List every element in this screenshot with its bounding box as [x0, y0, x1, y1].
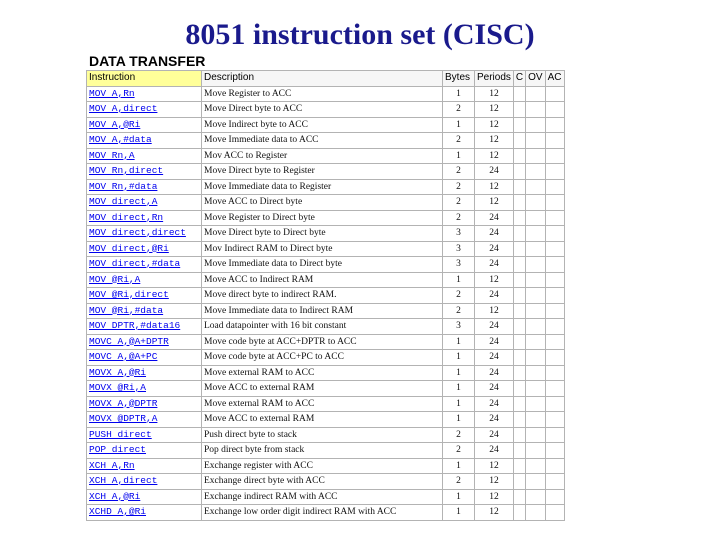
instruction-link[interactable]: MOV @Ri,#data: [87, 304, 201, 319]
instruction-link[interactable]: MOV A,Rn: [87, 87, 201, 102]
c-flag-cell: [514, 226, 525, 241]
ov-flag-cell: [526, 490, 544, 505]
c-flag-cell: [514, 257, 525, 272]
instruction-link[interactable]: MOV @Ri,A: [87, 273, 201, 288]
instruction-link[interactable]: MOV direct,#data: [87, 257, 201, 272]
instruction-periods: 12: [475, 133, 513, 148]
instruction-bytes: 2: [443, 474, 474, 489]
c-flag-cell: [514, 211, 525, 226]
ov-flag-cell: [526, 211, 544, 226]
c-flag-cell: [514, 335, 525, 350]
instruction-description: Mov ACC to Register: [202, 149, 442, 164]
table-row: [87, 242, 564, 257]
instruction-periods: 24: [475, 443, 513, 458]
table-row: [87, 428, 564, 443]
instruction-description: Move Immediate data to ACC: [202, 133, 442, 148]
ov-flag-cell: [526, 319, 544, 334]
table-row: [87, 505, 564, 520]
c-flag-cell: [514, 350, 525, 365]
ac-flag-cell: [546, 335, 564, 350]
table-row: [87, 304, 564, 319]
table-row: [87, 195, 564, 210]
table-row: [87, 397, 564, 412]
table-row: [87, 490, 564, 505]
c-flag-cell: [514, 195, 525, 210]
instruction-link[interactable]: MOVC A,@A+DPTR: [87, 335, 201, 350]
ov-flag-cell: [526, 118, 544, 133]
instruction-description: Load datapointer with 16 bit constant: [202, 319, 442, 334]
ov-flag-cell: [526, 226, 544, 241]
ov-flag-cell: [526, 350, 544, 365]
instruction-bytes: 1: [443, 87, 474, 102]
ov-flag-cell: [526, 149, 544, 164]
table-row: [87, 164, 564, 179]
ov-flag-cell: [526, 87, 544, 102]
instruction-description: Move external RAM to ACC: [202, 397, 442, 412]
instruction-bytes: 1: [443, 273, 474, 288]
ac-flag-cell: [546, 474, 564, 489]
instruction-periods: 12: [475, 118, 513, 133]
instruction-bytes: 1: [443, 118, 474, 133]
instruction-bytes: 2: [443, 180, 474, 195]
table-row: [87, 350, 564, 365]
instruction-description: Move Immediate data to Direct byte: [202, 257, 442, 272]
instruction-periods: 24: [475, 428, 513, 443]
c-flag-cell: [514, 87, 525, 102]
instruction-link[interactable]: MOV Rn,direct: [87, 164, 201, 179]
table-row: [87, 412, 564, 427]
ac-flag-cell: [546, 118, 564, 133]
ov-flag-cell: [526, 133, 544, 148]
instruction-bytes: 2: [443, 428, 474, 443]
instruction-description: Move Direct byte to Direct byte: [202, 226, 442, 241]
c-flag-cell: [514, 242, 525, 257]
instruction-bytes: 1: [443, 366, 474, 381]
c-flag-cell: [514, 102, 525, 117]
c-flag-cell: [514, 164, 525, 179]
instruction-bytes: 3: [443, 257, 474, 272]
instruction-link[interactable]: MOVX @Ri,A: [87, 381, 201, 396]
instruction-link[interactable]: POP direct: [87, 443, 201, 458]
c-flag-cell: [514, 180, 525, 195]
table-row: [87, 149, 564, 164]
ac-flag-cell: [546, 459, 564, 474]
table-row: [87, 133, 564, 148]
ac-flag-cell: [546, 273, 564, 288]
instruction-bytes: 2: [443, 195, 474, 210]
table-row: [87, 226, 564, 241]
ac-flag-cell: [546, 350, 564, 365]
instruction-description: Move ACC to external RAM: [202, 381, 442, 396]
ov-flag-cell: [526, 273, 544, 288]
instruction-link[interactable]: MOVX @DPTR,A: [87, 412, 201, 427]
table-row: [87, 257, 564, 272]
c-flag-cell: [514, 505, 525, 520]
ac-flag-cell: [546, 195, 564, 210]
instruction-link[interactable]: XCHD A,@Ri: [87, 505, 201, 520]
instruction-description: Pop direct byte from stack: [202, 443, 442, 458]
ac-flag-cell: [546, 490, 564, 505]
instruction-periods: 24: [475, 164, 513, 179]
ov-flag-cell: [526, 257, 544, 272]
instruction-link[interactable]: XCH A,direct: [87, 474, 201, 489]
table-row: [87, 443, 564, 458]
table-row: [87, 288, 564, 303]
instruction-bytes: 2: [443, 164, 474, 179]
instruction-description: Exchange register with ACC: [202, 459, 442, 474]
instruction-description: Move code byte at ACC+DPTR to ACC: [202, 335, 442, 350]
ac-flag-cell: [546, 366, 564, 381]
c-flag-cell: [514, 381, 525, 396]
instruction-table-container: [86, 70, 565, 521]
table-row: [87, 118, 564, 133]
instruction-link[interactable]: MOV A,@Ri: [87, 118, 201, 133]
table-row: [87, 381, 564, 396]
instruction-description: Move Direct byte to ACC: [202, 102, 442, 117]
instruction-periods: 24: [475, 319, 513, 334]
ac-flag-cell: [546, 443, 564, 458]
ov-flag-cell: [526, 459, 544, 474]
instruction-link[interactable]: MOV direct,direct: [87, 226, 201, 241]
instruction-periods: 24: [475, 288, 513, 303]
instruction-bytes: 1: [443, 412, 474, 427]
instruction-description: Move Immediate data to Register: [202, 180, 442, 195]
ac-flag-cell: [546, 257, 564, 272]
ac-flag-cell: [546, 149, 564, 164]
table-row: [87, 474, 564, 489]
instruction-periods: 12: [475, 304, 513, 319]
ov-flag-cell: [526, 443, 544, 458]
instruction-description: Exchange indirect RAM with ACC: [202, 490, 442, 505]
header-description: Description: [202, 71, 442, 86]
c-flag-cell: [514, 397, 525, 412]
instruction-bytes: 1: [443, 459, 474, 474]
instruction-description: Move Register to ACC: [202, 87, 442, 102]
instruction-link[interactable]: MOVC A,@A+PC: [87, 350, 201, 365]
header-ac-flag: AC: [546, 71, 564, 86]
instruction-description: Move ACC to Direct byte: [202, 195, 442, 210]
instruction-bytes: 1: [443, 505, 474, 520]
instruction-link[interactable]: MOV Rn,A: [87, 149, 201, 164]
instruction-periods: 12: [475, 87, 513, 102]
instruction-bytes: 2: [443, 304, 474, 319]
instruction-bytes: 1: [443, 335, 474, 350]
instruction-description: Move Immediate data to Indirect RAM: [202, 304, 442, 319]
instruction-periods: 24: [475, 242, 513, 257]
c-flag-cell: [514, 273, 525, 288]
c-flag-cell: [514, 319, 525, 334]
instruction-link[interactable]: XCH A,@Ri: [87, 490, 201, 505]
ac-flag-cell: [546, 412, 564, 427]
c-flag-cell: [514, 490, 525, 505]
instruction-description: Move ACC to external RAM: [202, 412, 442, 427]
ac-flag-cell: [546, 505, 564, 520]
instruction-bytes: 1: [443, 350, 474, 365]
instruction-link[interactable]: MOV A,direct: [87, 102, 201, 117]
instruction-link[interactable]: MOV direct,Rn: [87, 211, 201, 226]
c-flag-cell: [514, 412, 525, 427]
instruction-bytes: 2: [443, 288, 474, 303]
instruction-bytes: 3: [443, 226, 474, 241]
instruction-periods: 12: [475, 195, 513, 210]
c-flag-cell: [514, 443, 525, 458]
ac-flag-cell: [546, 397, 564, 412]
c-flag-cell: [514, 133, 525, 148]
ac-flag-cell: [546, 304, 564, 319]
table-row: [87, 366, 564, 381]
header-ov-flag: OV: [526, 71, 544, 86]
instruction-periods: 12: [475, 149, 513, 164]
instruction-link[interactable]: XCH A,Rn: [87, 459, 201, 474]
c-flag-cell: [514, 474, 525, 489]
header-bytes: Bytes: [443, 71, 474, 86]
instruction-periods: 24: [475, 412, 513, 427]
table-row: [87, 459, 564, 474]
c-flag-cell: [514, 149, 525, 164]
table-row: [87, 319, 564, 334]
instruction-link[interactable]: MOVX A,@Ri: [87, 366, 201, 381]
table-row: [87, 87, 564, 102]
ov-flag-cell: [526, 164, 544, 179]
slide-title: 8051 instruction set (CISC): [185, 18, 535, 51]
instruction-periods: 12: [475, 459, 513, 474]
instruction-bytes: 1: [443, 381, 474, 396]
instruction-bytes: 1: [443, 397, 474, 412]
ac-flag-cell: [546, 381, 564, 396]
table-row: [87, 180, 564, 195]
instruction-periods: 12: [475, 273, 513, 288]
instruction-periods: 12: [475, 474, 513, 489]
instruction-description: Move external RAM to ACC: [202, 366, 442, 381]
ac-flag-cell: [546, 242, 564, 257]
section-heading: DATA TRANSFER: [89, 53, 206, 69]
ac-flag-cell: [546, 87, 564, 102]
instruction-table: [86, 70, 565, 521]
instruction-periods: 24: [475, 211, 513, 226]
ac-flag-cell: [546, 428, 564, 443]
table-header-row: [87, 71, 564, 86]
ov-flag-cell: [526, 505, 544, 520]
ov-flag-cell: [526, 381, 544, 396]
instruction-periods: 24: [475, 397, 513, 412]
instruction-bytes: 2: [443, 211, 474, 226]
instruction-link[interactable]: MOV direct,A: [87, 195, 201, 210]
ac-flag-cell: [546, 319, 564, 334]
instruction-bytes: 3: [443, 242, 474, 257]
table-row: [87, 211, 564, 226]
instruction-bytes: 2: [443, 443, 474, 458]
c-flag-cell: [514, 118, 525, 133]
instruction-description: Move direct byte to indirect RAM.: [202, 288, 442, 303]
instruction-bytes: 3: [443, 319, 474, 334]
instruction-description: Push direct byte to stack: [202, 428, 442, 443]
instruction-periods: 24: [475, 226, 513, 241]
instruction-periods: 12: [475, 180, 513, 195]
table-row: [87, 273, 564, 288]
ac-flag-cell: [546, 164, 564, 179]
ov-flag-cell: [526, 242, 544, 257]
ov-flag-cell: [526, 412, 544, 427]
instruction-link[interactable]: PUSH direct: [87, 428, 201, 443]
instruction-link[interactable]: MOV DPTR,#data16: [87, 319, 201, 334]
instruction-periods: 12: [475, 505, 513, 520]
instruction-link[interactable]: MOV direct,@Ri: [87, 242, 201, 257]
instruction-description: Mov Indirect RAM to Direct byte: [202, 242, 442, 257]
instruction-description: Exchange direct byte with ACC: [202, 474, 442, 489]
instruction-bytes: 1: [443, 490, 474, 505]
instruction-periods: 24: [475, 350, 513, 365]
instruction-link[interactable]: MOV Rn,#data: [87, 180, 201, 195]
instruction-link[interactable]: MOVX A,@DPTR: [87, 397, 201, 412]
instruction-description: Move code byte at ACC+PC to ACC: [202, 350, 442, 365]
instruction-periods: 24: [475, 335, 513, 350]
ac-flag-cell: [546, 288, 564, 303]
table-row: [87, 102, 564, 117]
c-flag-cell: [514, 288, 525, 303]
instruction-periods: 24: [475, 381, 513, 396]
ov-flag-cell: [526, 304, 544, 319]
instruction-bytes: 2: [443, 102, 474, 117]
ov-flag-cell: [526, 335, 544, 350]
ov-flag-cell: [526, 397, 544, 412]
instruction-description: Exchange low order digit indirect RAM with ACC: [202, 505, 442, 520]
ac-flag-cell: [546, 211, 564, 226]
header-c-flag: C: [514, 71, 525, 86]
ac-flag-cell: [546, 133, 564, 148]
header-periods: Periods: [475, 71, 513, 86]
ac-flag-cell: [546, 226, 564, 241]
instruction-link[interactable]: MOV @Ri,direct: [87, 288, 201, 303]
ov-flag-cell: [526, 195, 544, 210]
instruction-description: Move Direct byte to Register: [202, 164, 442, 179]
header-instruction: Instruction: [87, 71, 201, 86]
instruction-periods: 12: [475, 102, 513, 117]
instruction-link[interactable]: MOV A,#data: [87, 133, 201, 148]
ov-flag-cell: [526, 428, 544, 443]
ov-flag-cell: [526, 288, 544, 303]
ov-flag-cell: [526, 474, 544, 489]
instruction-bytes: 1: [443, 149, 474, 164]
instruction-periods: 24: [475, 366, 513, 381]
instruction-periods: 12: [475, 490, 513, 505]
instruction-description: Move Register to Direct byte: [202, 211, 442, 226]
ov-flag-cell: [526, 180, 544, 195]
ac-flag-cell: [546, 180, 564, 195]
instruction-description: Move ACC to Indirect RAM: [202, 273, 442, 288]
ac-flag-cell: [546, 102, 564, 117]
ov-flag-cell: [526, 366, 544, 381]
c-flag-cell: [514, 428, 525, 443]
instruction-bytes: 2: [443, 133, 474, 148]
c-flag-cell: [514, 459, 525, 474]
ov-flag-cell: [526, 102, 544, 117]
c-flag-cell: [514, 366, 525, 381]
instruction-periods: 24: [475, 257, 513, 272]
c-flag-cell: [514, 304, 525, 319]
instruction-description: Move Indirect byte to ACC: [202, 118, 442, 133]
table-row: [87, 335, 564, 350]
